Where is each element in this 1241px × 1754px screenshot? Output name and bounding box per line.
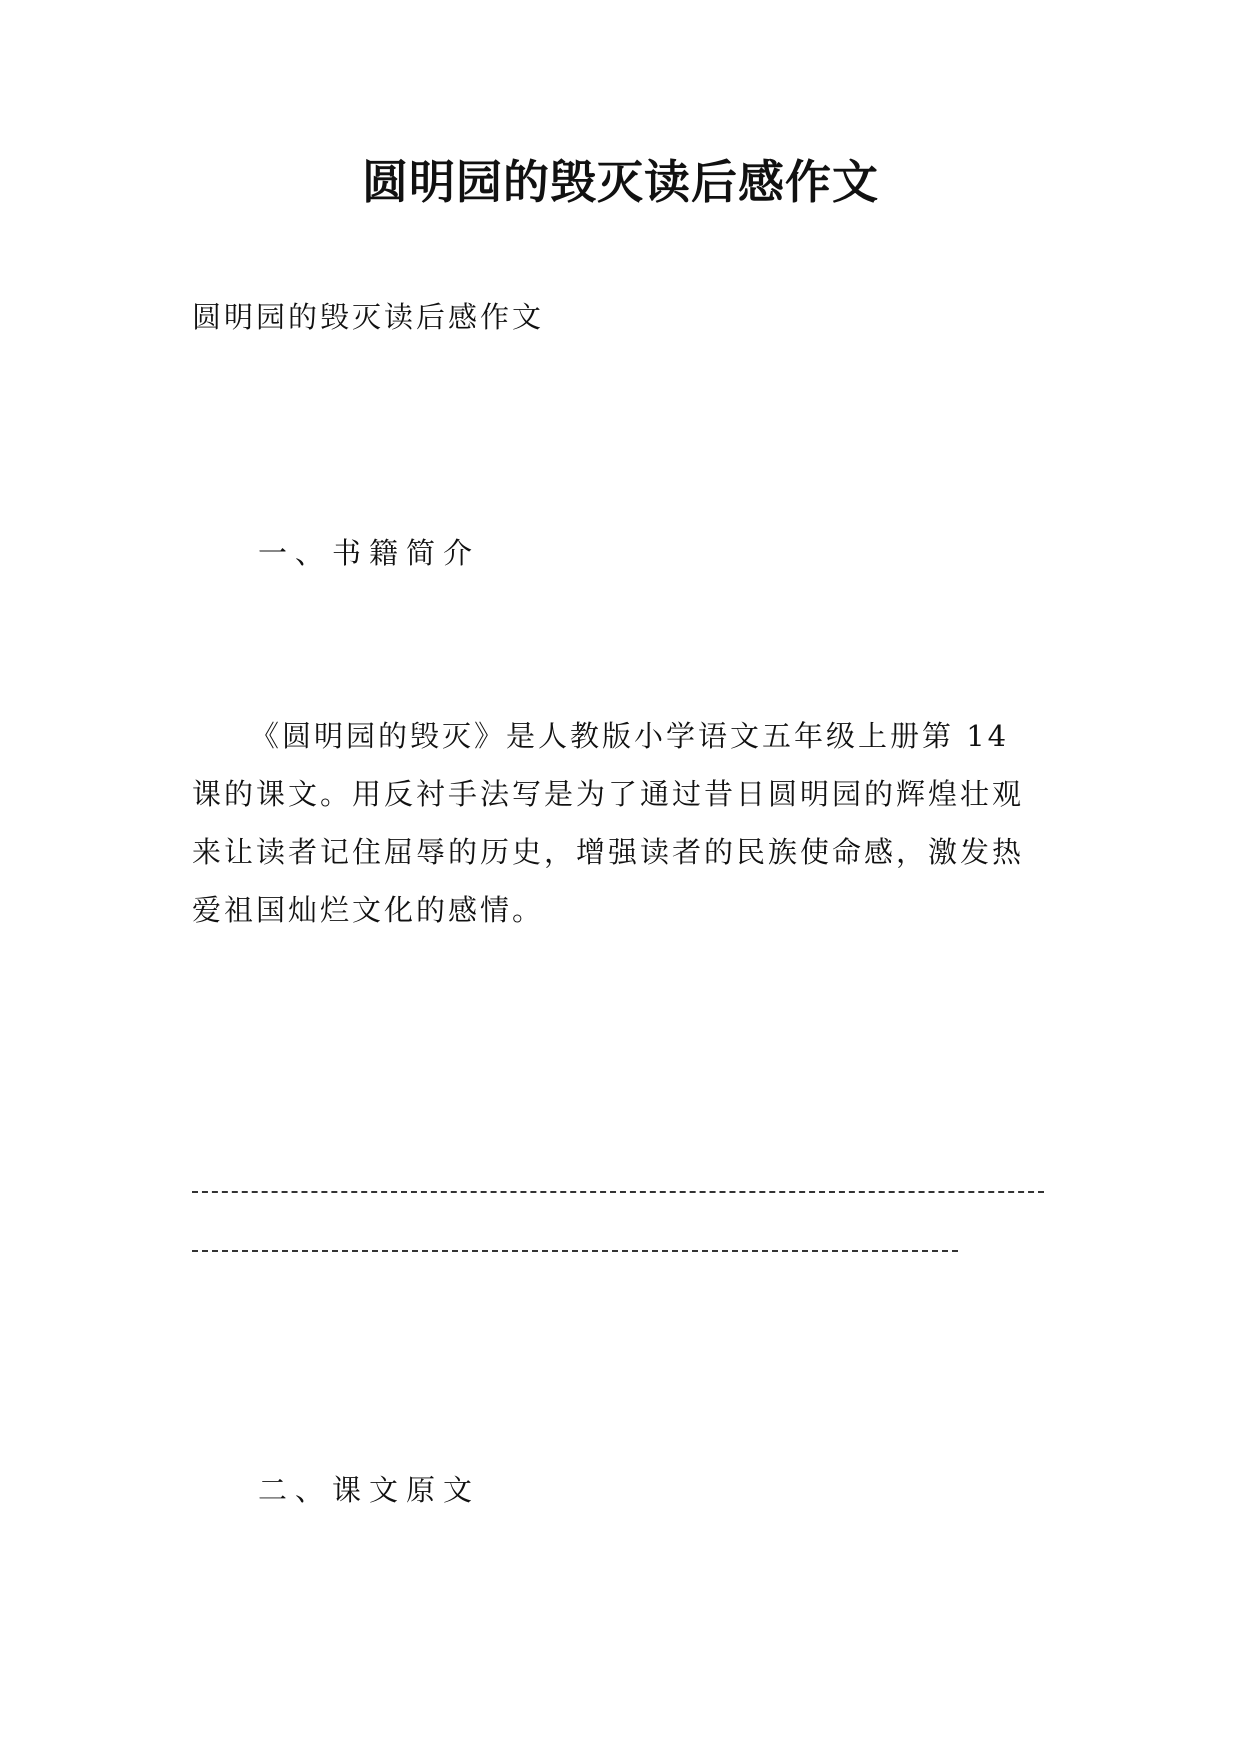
paragraph-line: 来让读者记住屈辱的历史，增强读者的民族使命感，激发热 xyxy=(192,835,1025,869)
document-title: 圆明园的毁灭读后感作文 xyxy=(362,155,879,209)
dashed-divider xyxy=(192,1250,958,1252)
section-heading-book-intro: 一、书籍简介 xyxy=(258,536,481,570)
section-heading-original-text: 二、课文原文 xyxy=(258,1473,481,1507)
paragraph-line: 课的课文。用反衬手法写是为了通过昔日圆明园的辉煌壮观 xyxy=(192,777,1025,811)
document-subtitle: 圆明园的毁灭读后感作文 xyxy=(192,300,545,334)
paragraph-line: 爱祖国灿烂文化的感情。 xyxy=(192,893,545,927)
dashed-divider xyxy=(192,1191,1044,1193)
paragraph-line: 《圆明园的毁灭》是人教版小学语文五年级上册第 14 xyxy=(250,719,1010,753)
intro-paragraph xyxy=(192,707,1062,939)
